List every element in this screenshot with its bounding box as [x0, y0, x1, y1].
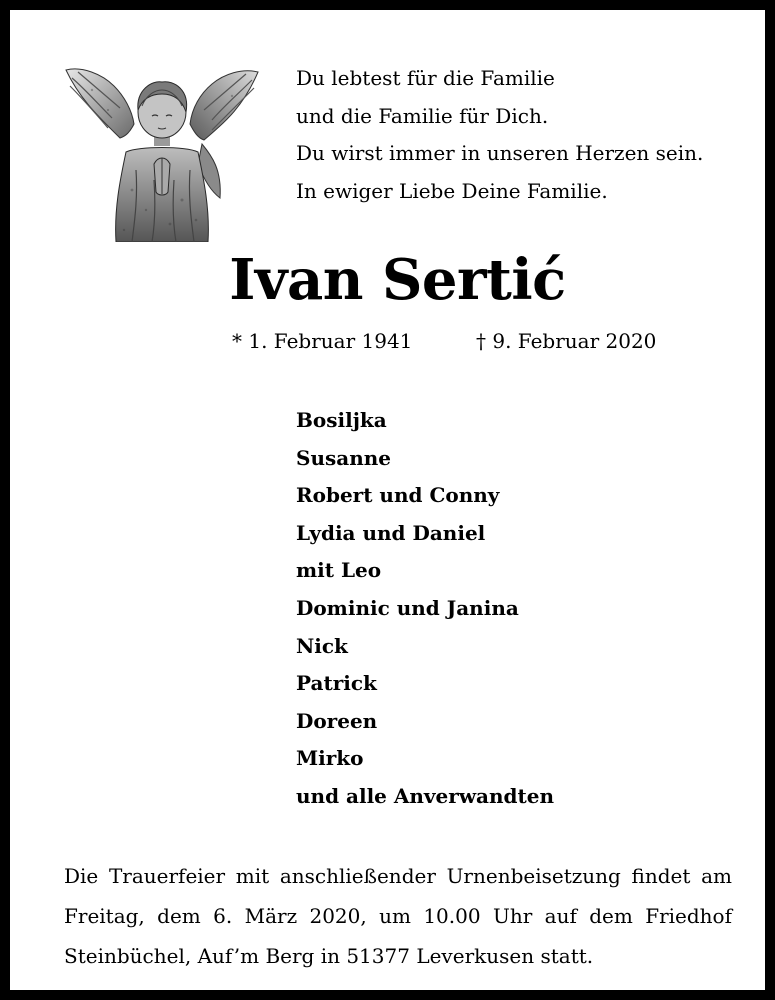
- poem-line: und die Familie für Dich.: [296, 103, 549, 128]
- family-member: Bosiljka: [296, 408, 387, 432]
- family-member: Lydia und Daniel: [296, 520, 486, 545]
- family-member: Mirko: [296, 746, 364, 771]
- family-member: Susanne: [296, 445, 392, 470]
- poem-line: Du wirst immer in unseren Herzen sein.: [296, 141, 704, 165]
- funeral-notice: Die Trauerfeier mit anschließender Urnenbeisetzung findet am Freitag, dem 6. März 2020, um 10.00 Uhr auf dem Friedhof Steinbüchel, Auf’m Berg in 51377 Leverkusen statt.: [64, 864, 732, 968]
- poem-line: Du lebtest für die Familie: [296, 66, 555, 90]
- angel-statue-image: [62, 60, 262, 242]
- family-list: [296, 402, 554, 816]
- family-member: und alle Anverwandten: [296, 783, 555, 808]
- poem: [296, 60, 703, 210]
- family-member: Dominic und Janina: [296, 595, 519, 620]
- family-member: mit Leo: [296, 558, 382, 583]
- family-member: Patrick: [296, 671, 377, 696]
- family-member: Nick: [296, 633, 348, 658]
- family-member: Robert und Conny: [296, 483, 500, 508]
- poem-line: In ewiger Liebe Deine Familie.: [296, 178, 608, 203]
- deceased-name: Ivan Sertić: [229, 247, 566, 313]
- death-date: † 9. Februar 2020: [476, 329, 657, 353]
- birth-date: * 1. Februar 1941: [232, 329, 413, 353]
- family-member: Doreen: [296, 708, 378, 733]
